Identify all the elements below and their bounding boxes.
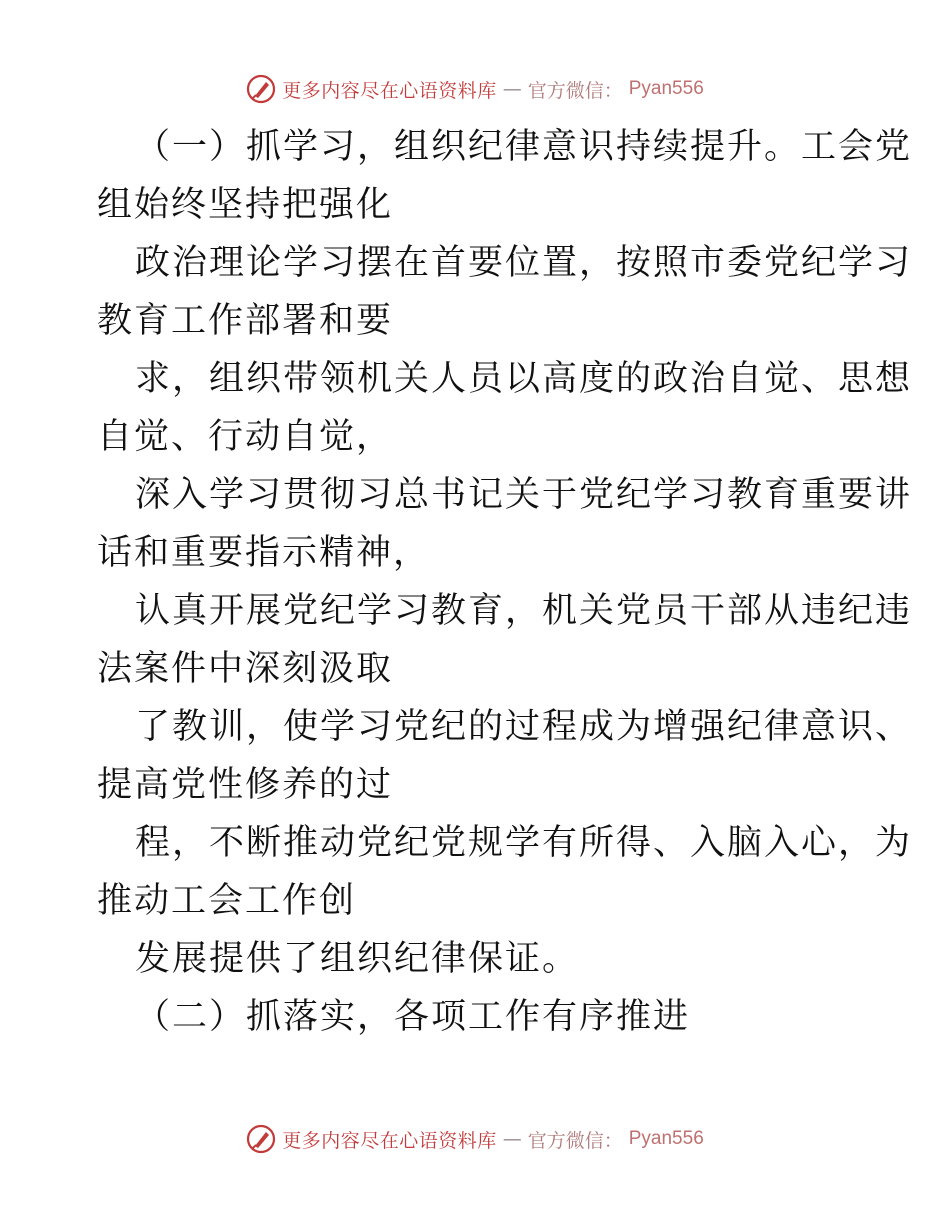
paragraph-line: 组始终坚持把强化 bbox=[97, 185, 394, 225]
paragraph-line: 教育工作部署和要 bbox=[97, 301, 394, 341]
watermark-wechat-label: 官方微信： bbox=[527, 1129, 623, 1152]
paragraph-line: 话和重要指示精神， bbox=[97, 533, 431, 573]
paragraph-line: （一）抓学习，组织纪律意识持续提升。工会党 bbox=[135, 127, 913, 167]
paragraph-line: 深入学习贯彻习总书记关于党纪学习教育重要讲 bbox=[135, 475, 913, 515]
watermark-wechat-id: Pyan556 bbox=[628, 1128, 704, 1149]
quill-pen-logo-icon bbox=[246, 74, 276, 104]
paragraph-line: 政治理论学习摆在首要位置，按照市委党纪学习 bbox=[135, 243, 913, 283]
header-watermark bbox=[0, 72, 950, 106]
paragraph-line: 提高党性修养的过 bbox=[97, 765, 394, 805]
paragraph-line: 推动工会工作创 bbox=[97, 881, 357, 921]
quill-pen-logo-icon bbox=[246, 1124, 276, 1154]
watermark-separator: — bbox=[502, 1128, 522, 1150]
document-body bbox=[97, 118, 913, 1046]
paragraph-line: 法案件中深刻汲取 bbox=[97, 649, 394, 689]
paragraph-line: 程，不断推动党纪党规学有所得、入脑入心，为 bbox=[135, 823, 913, 863]
paragraph-line: 求，组织带领机关人员以高度的政治自觉、思想 bbox=[135, 359, 913, 399]
watermark-wechat-id: Pyan556 bbox=[628, 78, 704, 99]
paragraph-line: 发展提供了组织纪律保证。 bbox=[135, 939, 580, 979]
watermark-site-text: 更多内容尽在心语资料库 bbox=[282, 1129, 497, 1152]
paragraph-line: 了教训，使学习党纪的过程成为增强纪律意识、 bbox=[135, 707, 913, 747]
section-heading: （二）抓落实，各项工作有序推进 bbox=[135, 997, 691, 1037]
watermark-site-text: 更多内容尽在心语资料库 bbox=[282, 79, 497, 102]
paragraph-line: 自觉、行动自觉， bbox=[97, 417, 394, 457]
paragraph-line: 认真开展党纪学习教育，机关党员干部从违纪违 bbox=[135, 591, 913, 631]
watermark-wechat-label: 官方微信： bbox=[527, 79, 623, 102]
footer-watermark bbox=[0, 1122, 950, 1156]
watermark-separator: — bbox=[502, 78, 522, 100]
